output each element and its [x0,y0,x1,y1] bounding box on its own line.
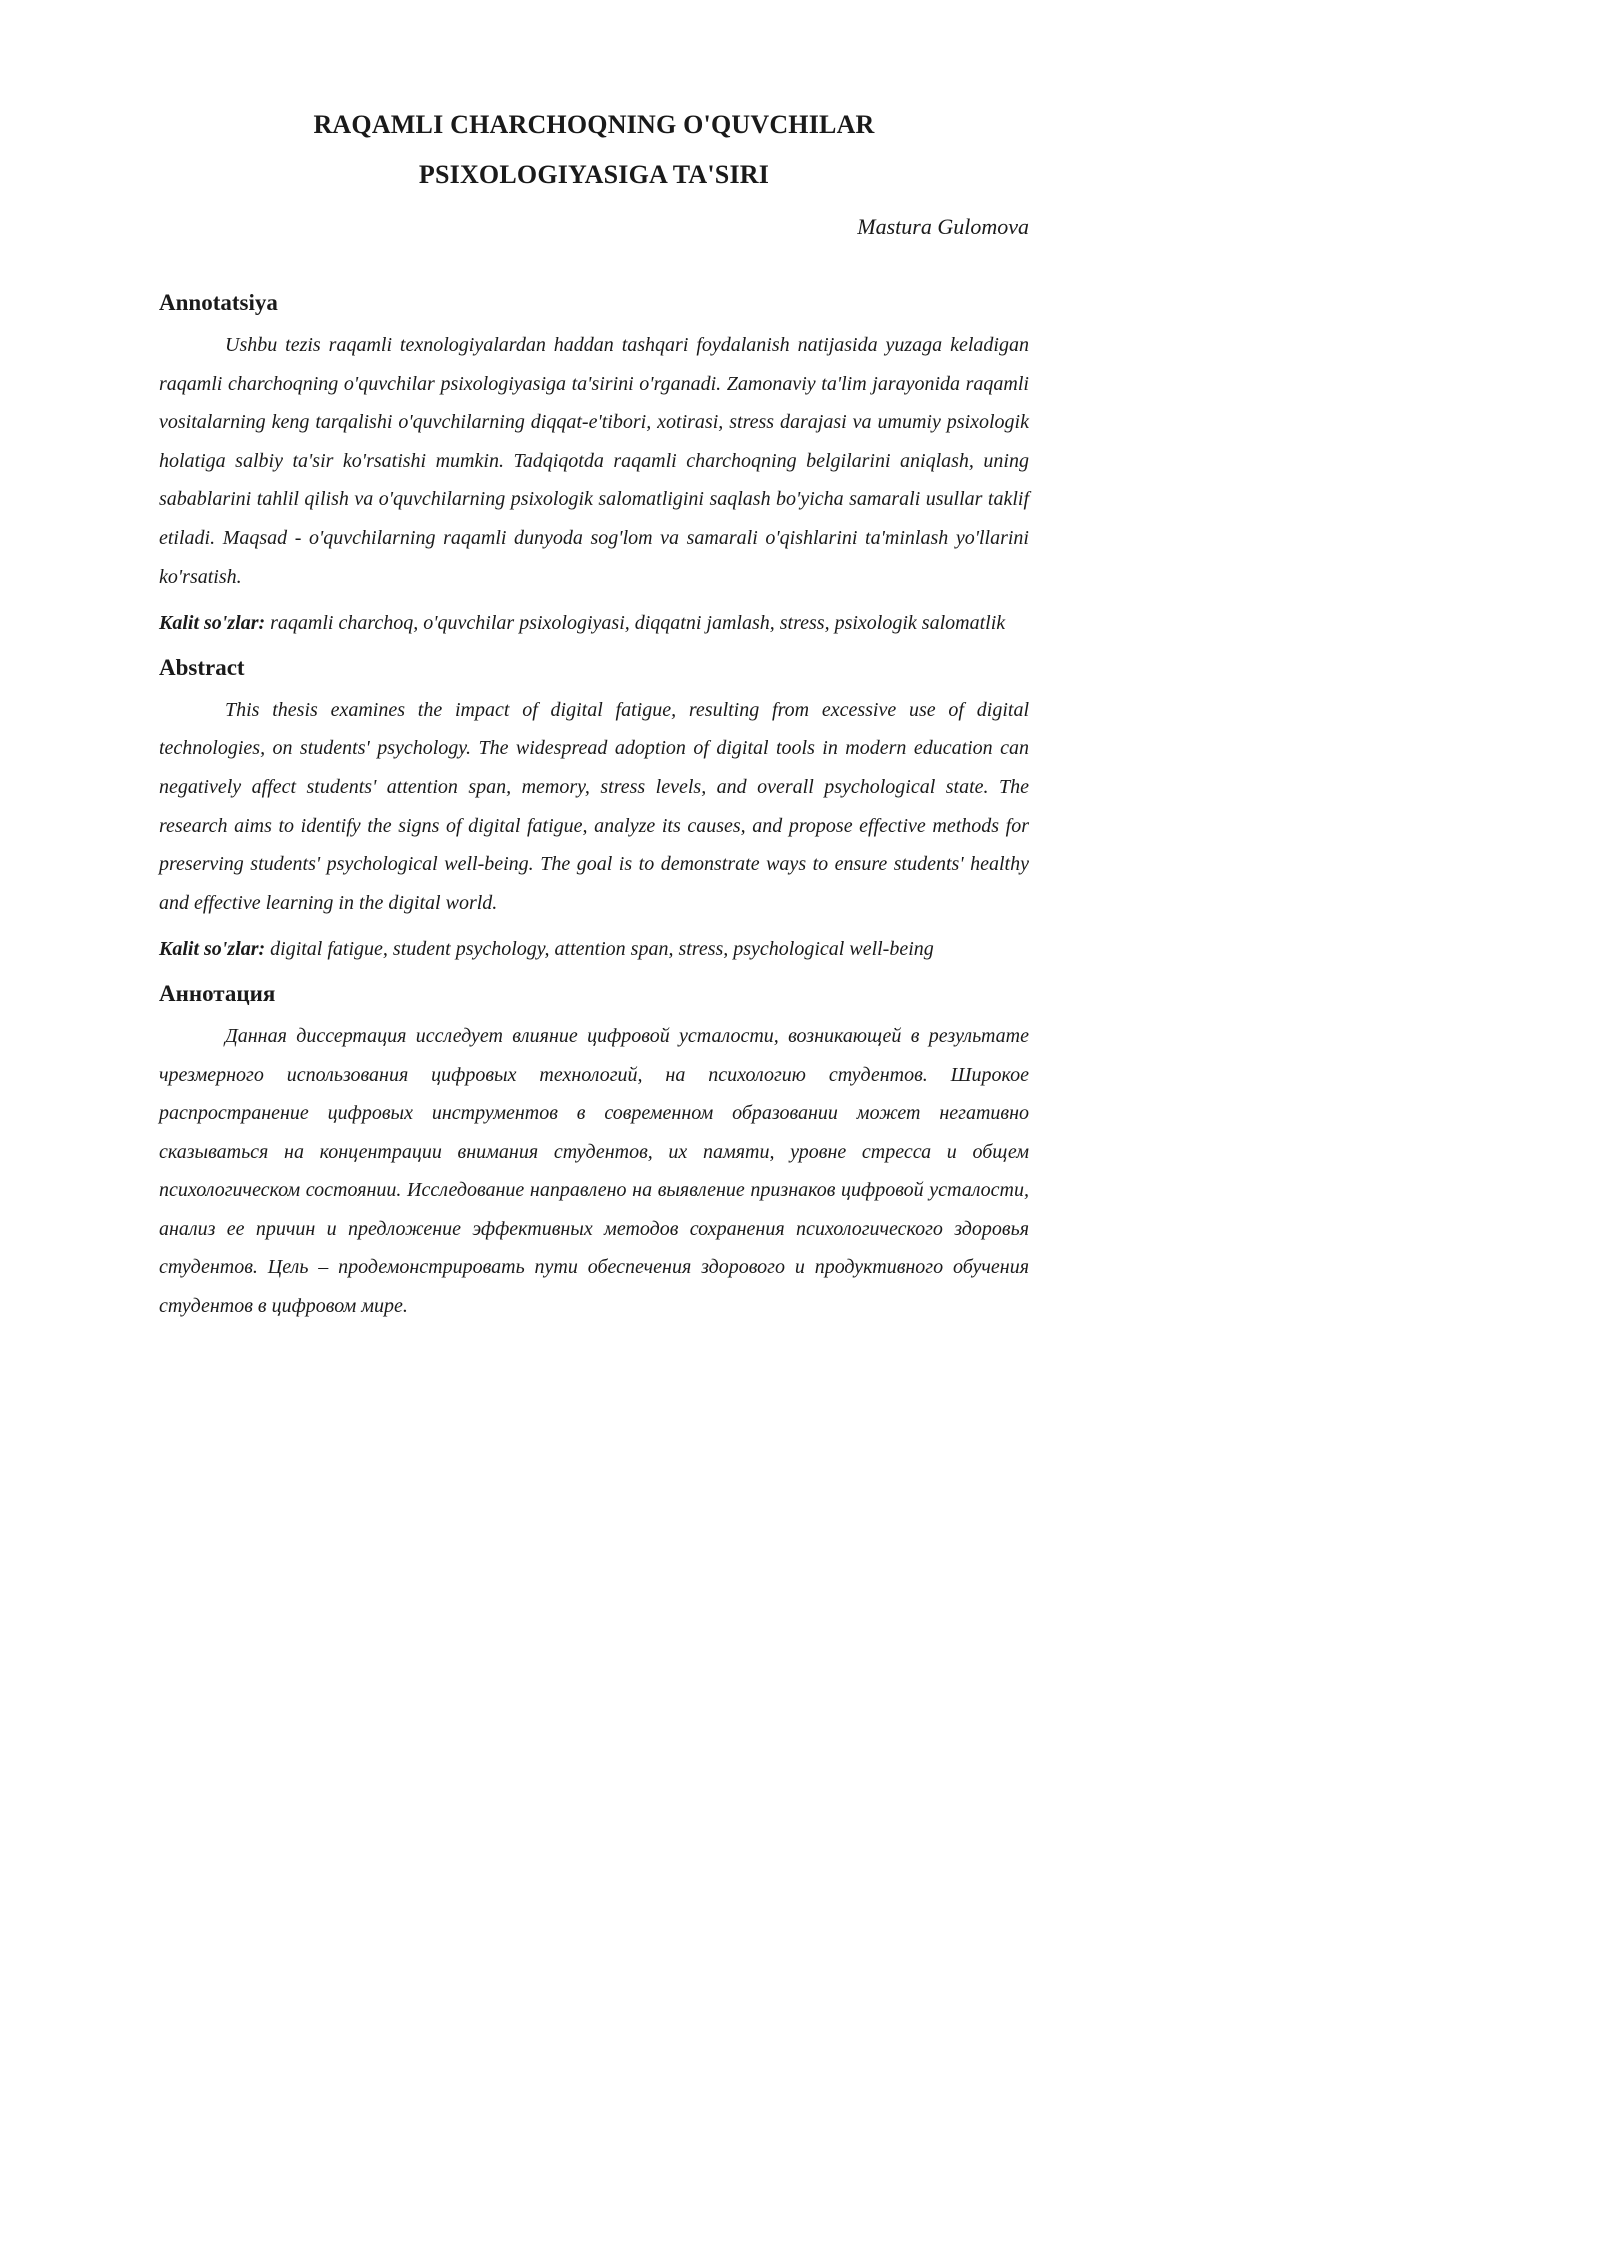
keywords-label-uz: Kalit so'zlar: [159,612,266,635]
author-name: Mastura Gulomova [857,214,1029,239]
document-page [159,100,1029,1334]
keywords-label-en: Kalit so'zlar: [159,938,266,961]
abstract-body-ru: Данная диссертация исследует влияние цифровой усталости, возникающей в результате чрезмерного использования цифровых технологий, на психологию студентов. Широкое распространение цифровых инструментов в современном образовании может негативно сказываться на концентрации внимания студентов, их памяти, уровне стресса и общем психологическом состоянии. Исследование направлено на выявление признаков цифровой усталости, анализ ее причин и предложение эффективных методов сохранения психологического здоровья студентов. Цель – продемонстрировать пути обеспечения здорового и продуктивного обучения студентов в цифровом мире. [159,1024,1029,1318]
keywords-text-uz: raqamli charchoq, o'quvchilar psixologiyasi, diqqatni jamlash, stress, psixologik salomatlik [265,612,1006,635]
abstract-body-uz: Ushbu tezis raqamli texnologiyalardan haddan tashqari foydalanish natijasida yuzaga keladigan raqamli charchoqning o'quvchilar psixologiyasiga ta'sirini o'rganadi. Zamonaviy ta'lim jarayonida raqamli vositalarning keng tarqalishi o'quvchilarning diqqat-e'tibori, xotirasi, stress darajasi va umumiy psixologik holatiga salbiy ta'sir ko'rsatishi mumkin. Tadqiqotda raqamli charchoqning belgilarini aniqlash, uning sabablarini tahlil qilish va o'quvchilarning psixologik salomatligini saqlash bo'yicha samarali usullar taklif etiladi. Maqsad - o'quvchilarning raqamli dunyoda sog'lom va samarali o'qishlarini ta'minlash yo'llarini ko'rsatish. [159,334,1029,588]
title-line-2: PSIXOLOGIYASIGA TA'SIRI [418,160,770,189]
section-heading-ru: Аннотация [159,980,276,1006]
title-line-1: RAQAMLI CHARCHOQNING O'QUVCHILAR [313,110,875,139]
abstract-body-en: This thesis examines the impact of digital fatigue, resulting from excessive use of digital technologies, on students' psychology. The widespread adoption of digital tools in modern education can negatively affect students' attention span, memory, stress levels, and overall psychological state. The research aims to identify the signs of digital fatigue, analyze its causes, and propose effective methods for preserving students' psychological well-being. The goal is to demonstrate ways to ensure students' healthy and effective learning in the digital world. [159,698,1029,914]
section-annotatsiya-ru [159,979,1029,1326]
section-heading-uz: Annotatsiya [159,290,278,315]
keywords-uz [159,604,1029,643]
keywords-text-en: digital fatigue, student psychology, attention span, stress, psychological well-being [265,938,934,961]
section-abstract [159,653,1029,969]
section-annotatsiya [159,288,1029,643]
keywords-en [159,930,1029,969]
document-title [159,100,1029,200]
section-heading-en: Abstract [159,654,245,680]
